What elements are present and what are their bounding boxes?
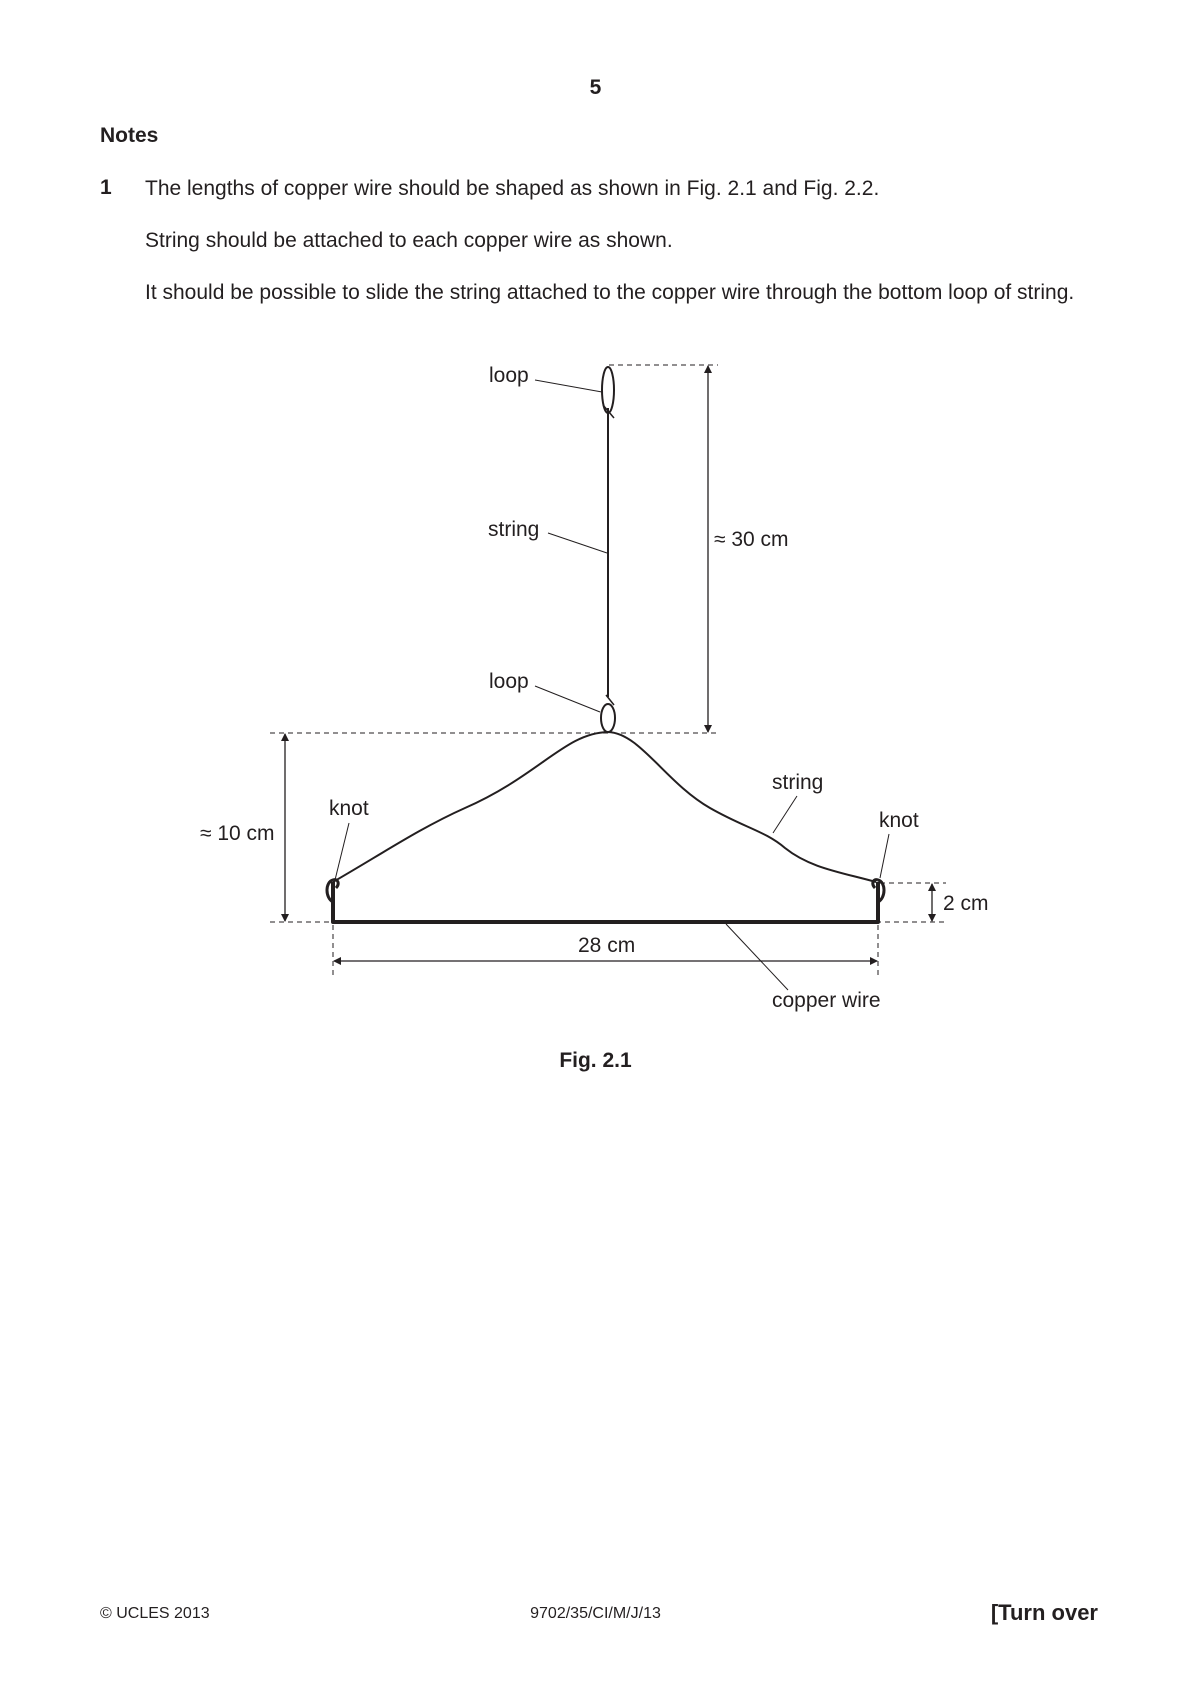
string-vertical-leader xyxy=(548,533,607,553)
note-item-number: 1 xyxy=(100,176,112,199)
string-right-label: string xyxy=(772,771,824,794)
notes-heading: Notes xyxy=(100,124,159,147)
bottom-loop xyxy=(601,704,615,732)
note-paragraph-2: String should be attached to each copper wire as shown. xyxy=(145,229,673,252)
string-vertical-label: string xyxy=(488,518,540,541)
copper-wire-leader xyxy=(726,924,788,990)
footer-turn-over: [Turn over xyxy=(990,1600,1098,1625)
loop-bottom-label: loop xyxy=(489,670,529,693)
note-paragraph-1: The lengths of copper wire should be shaped as shown in Fig. 2.1 and Fig. 2.2. xyxy=(145,177,880,200)
page-number: 5 xyxy=(589,76,602,99)
knot-left-label: knot xyxy=(329,797,369,820)
copper-wire xyxy=(333,882,878,922)
copper-wire-label: copper wire xyxy=(772,989,881,1012)
loop-top-label: loop xyxy=(489,364,529,387)
width-28cm-label: 28 cm xyxy=(578,934,636,957)
height-10cm-label: ≈ 10 cm xyxy=(200,822,275,845)
hook-2cm-label: 2 cm xyxy=(943,892,989,915)
knot-left-leader xyxy=(335,823,349,880)
footer-paper-code: 9702/35/CI/M/J/13 xyxy=(530,1605,661,1622)
height-30cm-label: ≈ 30 cm xyxy=(714,528,789,551)
loop-bottom-leader xyxy=(535,686,600,712)
knot-right-label: knot xyxy=(879,809,919,832)
figure-caption: Fig. 2.1 xyxy=(559,1049,632,1072)
string-right-leader xyxy=(773,796,797,833)
knot-right-leader xyxy=(880,834,889,878)
loop-top-leader xyxy=(535,380,602,392)
note-paragraph-3: It should be possible to slide the string attached to the copper wire through the bottom loop of string. xyxy=(145,281,1075,304)
footer-copyright: © UCLES 2013 xyxy=(100,1605,210,1622)
hanger-string xyxy=(333,732,876,882)
